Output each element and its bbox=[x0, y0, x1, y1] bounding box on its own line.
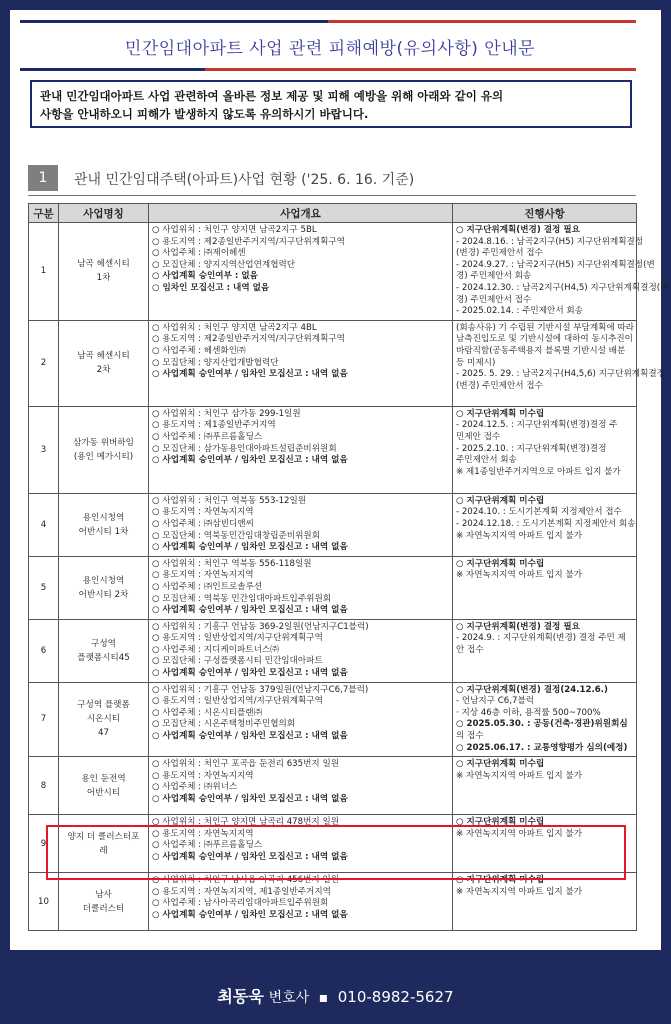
progress-line: - 2025. 5. 29. : 남곡2지구(H4,5,6) 지구단위계획결정 bbox=[456, 369, 665, 380]
highlight-box-row-9 bbox=[46, 825, 626, 880]
project-overview bbox=[149, 406, 453, 493]
overview-line: ○ 사업계획 승인여부 / 임차인 모집신고 : 내역 없음 bbox=[152, 605, 348, 616]
row-number: 1 bbox=[29, 223, 59, 321]
progress-line: ※ 자연녹지지역 아파트 입지 불가 bbox=[456, 530, 583, 541]
overview-line: ○ 용도지역 : 제2종일반주거지역/지구단위계획구역 bbox=[152, 236, 345, 247]
project-overview bbox=[149, 873, 453, 931]
project-progress bbox=[453, 556, 637, 619]
overview-line: ○ 사업계획 승인여부 / 임차인 모집신고 : 내역 없음 bbox=[152, 794, 348, 804]
overview-line: ○ 사업주체 : ㈜제이헤센 bbox=[152, 248, 246, 259]
footer bbox=[0, 984, 671, 1007]
progress-line: 주민제안서 회송 bbox=[456, 455, 517, 466]
table-row bbox=[29, 873, 637, 931]
progress-line: 안 접수 bbox=[456, 644, 484, 655]
overview-line: ○ 사업위치 : 처인구 역북동 553-12일원 bbox=[152, 495, 307, 506]
overview-line: ○ 사업계획 승인여부 / 임차인 모집신고 : 내역 없음 bbox=[152, 668, 348, 679]
row-number: 6 bbox=[29, 619, 59, 682]
project-progress bbox=[453, 757, 637, 815]
overview-line: ○ 용도지역 : 일반상업지역/지구단위계획구역 bbox=[152, 633, 323, 644]
project-overview bbox=[149, 223, 453, 321]
overview-line: ○ 사업계획 승인여부 / 임차인 모집신고 : 내역 없음 bbox=[152, 369, 348, 380]
project-progress bbox=[453, 223, 669, 321]
progress-line: 민제안 접수 bbox=[456, 431, 501, 442]
progress-line: 남측진입도로 및 기반시설에 대하여 동시추진이 bbox=[456, 334, 633, 345]
overview-line: ○ 사업계획 승인여부 / 임차인 모집신고 : 내역 없음 bbox=[152, 542, 348, 553]
overview-line: ○ 사업주체 : ㈜삼빈디앤씨 bbox=[152, 518, 254, 529]
project-name-line: 구성역 플랫폼 bbox=[77, 700, 130, 711]
overview-line: ○ 사업계획 승인여부 / 임차인 모집신고 : 내역 없음 bbox=[152, 455, 348, 466]
overview-line: ○ 임차인 모집신고 : 내역 없음 bbox=[152, 282, 270, 293]
progress-line: · 지상 46층 이하, 용적률 500~700% bbox=[456, 707, 601, 718]
progress-line: ○ 지구단위계획 미수립 bbox=[456, 558, 545, 569]
overview-line: ○ 용도지역 : 자연녹지지역, 제1종일반주거지역 bbox=[152, 886, 331, 897]
title-top-rule bbox=[20, 20, 636, 24]
section-title: 관내 민간임대주택(아파트)사업 현황 ('25. 6. 16. 기준) bbox=[74, 172, 415, 188]
progress-line: ○ 2025.06.17. : 교통영향평가 심의(예정) bbox=[456, 742, 628, 753]
progress-line: ○ 지구단위계획(변경) 결정 필요 bbox=[456, 621, 580, 632]
project-name-line: 어반시티 2차 bbox=[78, 589, 129, 600]
progress-line: - 2024.8.16. : 남곡2지구(H5) 지구단위계획결정 bbox=[456, 236, 644, 247]
project-name bbox=[59, 320, 149, 406]
footer-role: 변호사 bbox=[268, 990, 310, 1006]
progress-line: - 2025.02.14. : 주민제안서 회송 bbox=[456, 306, 583, 317]
section-header bbox=[28, 163, 636, 196]
project-name-line: 어반시티 1차 bbox=[78, 526, 129, 537]
overview-line: ○ 사업주체 : 지디케이파트너스㈜ bbox=[152, 644, 279, 655]
overview-line: ○ 사업위치 : 처인구 남사읍 아곡리 456번지 일원 bbox=[152, 875, 340, 886]
overview-line: ○ 사업계획 승인여부 / 임차인 모집신고 : 내역 없음 bbox=[152, 852, 348, 862]
project-name-line: 레 bbox=[99, 845, 108, 856]
overview-line: ○ 모집단체 : 구성플랫폼시티 민간임대아파트 bbox=[152, 656, 323, 667]
row-number: 4 bbox=[29, 493, 59, 556]
overview-line: ○ 모집단체 : 양지산업개발협력단 bbox=[152, 357, 279, 368]
table-row bbox=[29, 757, 637, 815]
progress-line: - 2024.12.18. : 도시기본계획 지정제안서 회송 bbox=[456, 518, 636, 529]
progress-line: (변경) 주민제안서 접수 bbox=[456, 380, 543, 391]
overview-line: ○ 모집단체 : 양지지역산업연계협력단 bbox=[152, 259, 296, 270]
project-name-line: 47 bbox=[98, 728, 109, 739]
row-number: 9 bbox=[29, 815, 59, 873]
overview-line: ○ 용도지역 : 자연녹지지역 bbox=[152, 570, 254, 581]
overview-line: ○ 사업위치 : 기흥구 언남동 369-2일원(언남지구C1블럭) bbox=[152, 621, 369, 632]
project-name bbox=[59, 619, 149, 682]
project-overview bbox=[149, 493, 453, 556]
project-progress bbox=[453, 682, 637, 757]
project-name-line: 용인 둔전역 bbox=[81, 773, 126, 784]
page-title: 민간임대아파트 사업 관련 피해예방(유의사항) 안내문 bbox=[124, 39, 536, 59]
overview-line: ○ 사업주체 : ㈜인트로솔루션 bbox=[152, 581, 263, 592]
project-name-line: 남곡 헤센시티 bbox=[77, 351, 130, 362]
overview-line: ○ 용도지역 : 제1종일반주거지역 bbox=[152, 420, 276, 431]
overview-line: ○ 용도지역 : 자연녹지지역 bbox=[152, 770, 254, 781]
overview-line: ○ 사업주체 : ㈜푸르름홀딩스 bbox=[152, 431, 263, 442]
project-name-line: 시온시티 bbox=[86, 714, 121, 725]
project-progress bbox=[453, 493, 637, 556]
project-progress bbox=[453, 873, 637, 931]
table-row bbox=[29, 556, 637, 619]
progress-line: 경) 주민제안서 회송 bbox=[456, 271, 532, 282]
overview-line: ○ 모집단체 : 시온주택청비주민협의회 bbox=[152, 719, 296, 730]
project-overview bbox=[149, 556, 453, 619]
project-name bbox=[59, 757, 149, 815]
progress-line: - 언남지구 C6,7블럭 bbox=[456, 696, 535, 707]
progress-line: ○ 지구단위계획 미수립 bbox=[456, 875, 545, 886]
project-name bbox=[59, 406, 149, 493]
header-progress: 진행사항 bbox=[453, 204, 637, 223]
overview-line: ○ 사업계획 승인여부 / 임차인 모집신고 : 내역 없음 bbox=[152, 910, 348, 920]
project-name-line: 삼가동 위버하임 bbox=[73, 437, 134, 448]
progress-line: 의 접수 bbox=[456, 731, 484, 742]
notice-line-2: 사항을 안내하오니 피해가 발생하지 않도록 유의하시기 바랍니다. bbox=[40, 107, 369, 121]
overview-line: ○ 사업주체 : 헤센화인㈜ bbox=[152, 345, 246, 356]
footer-name: 최동욱 bbox=[217, 987, 264, 1006]
project-name-line: 용인시청역 bbox=[82, 512, 125, 523]
project-progress bbox=[453, 619, 637, 682]
overview-line: ○ 사업위치 : 처인구 포곡읍 둔전리 635번지 일원 bbox=[152, 759, 340, 770]
project-table bbox=[28, 203, 669, 931]
row-number: 2 bbox=[29, 320, 59, 406]
project-name-line: 더클러스터 bbox=[82, 903, 125, 914]
progress-line: - 2024.12.5. : 지구단위계획(변경)결정 주 bbox=[456, 420, 618, 431]
project-progress bbox=[453, 320, 665, 406]
overview-line: ○ 사업위치 : 처인구 삼가동 299-1일원 bbox=[152, 408, 301, 419]
project-name bbox=[59, 223, 149, 321]
table-row bbox=[29, 223, 637, 321]
project-name-line: 구성역 bbox=[91, 638, 116, 649]
footer-separator: ▪ bbox=[318, 990, 329, 1006]
project-overview bbox=[149, 682, 453, 757]
overview-line: ○ 사업위치 : 처인구 양지면 남곡리 478번지 일원 bbox=[152, 817, 340, 828]
overview-line: ○ 사업위치 : 처인구 역북동 556-118일원 bbox=[152, 558, 312, 569]
row-number: 5 bbox=[29, 556, 59, 619]
progress-line: ○ 지구단위계획 미수립 bbox=[456, 817, 545, 828]
project-progress bbox=[453, 406, 637, 493]
progress-line: (변경) 주민제안서 접수 bbox=[456, 248, 543, 259]
overview-line: ○ 사업위치 : 처인구 양지면 남곡2지구 4BL bbox=[152, 322, 317, 333]
progress-line: ○ 지구단위계획 미수립 bbox=[456, 408, 545, 419]
overview-line: ○ 사업주체 : 시온시티플랜㈜ bbox=[152, 707, 263, 718]
row-number: 8 bbox=[29, 757, 59, 815]
row-number: 7 bbox=[29, 682, 59, 757]
progress-line: ※ 자연녹지지역 아파트 입지 불가 bbox=[456, 570, 583, 581]
row-number: 10 bbox=[29, 873, 59, 931]
overview-line: ○ 사업위치 : 기흥구 언남동 379일원(언남지구C6,7블럭) bbox=[152, 684, 369, 695]
project-overview bbox=[149, 619, 453, 682]
project-name-line: 남사 bbox=[95, 889, 112, 900]
progress-line: (회송사유) 기 수립된 기반시설 부담계획에 따라 bbox=[456, 322, 635, 333]
table-row bbox=[29, 493, 637, 556]
progress-line: ※ 자연녹지지역 아파트 입지 불가 bbox=[456, 770, 583, 781]
table-row bbox=[29, 619, 637, 682]
progress-line: - 2024.9. : 지구단위계획(변경) 결정 주민 제 bbox=[456, 633, 626, 644]
table-row bbox=[29, 682, 637, 757]
progress-line: - 2024.9.27. : 남곡2지구(H5) 지구단위계획결정(변 bbox=[456, 259, 655, 270]
overview-line: ○ 사업계획 승인여부 / 임차인 모집신고 : 내역 없음 bbox=[152, 731, 348, 742]
project-name bbox=[59, 556, 149, 619]
overview-line: ○ 모집단체 : 역북동 민간임대아파트입주위원회 bbox=[152, 593, 332, 604]
table-row bbox=[29, 406, 637, 493]
project-name bbox=[59, 682, 149, 757]
overview-line: ○ 사업계획 승인여부 : 없음 bbox=[152, 271, 258, 282]
progress-line: ○ 2025.05.30. : 공동(건축·경관)위원회심 bbox=[456, 719, 628, 730]
overview-line: ○ 사업위치 : 처인구 양지면 남곡2지구 5BL bbox=[152, 225, 317, 235]
overview-line: ○ 모집단체 : 역북동민간임대창립준비위원회 bbox=[152, 530, 321, 541]
project-name bbox=[59, 873, 149, 931]
overview-line: ○ 용도지역 : 제2종일반주거지역/지구단위계획구역 bbox=[152, 334, 345, 345]
project-name-line: (용인 메가시티) bbox=[73, 451, 134, 462]
project-name-line: 어반시티 bbox=[86, 787, 121, 798]
progress-line: ※ 제1종일반주거지역으로 아파트 입지 불가 bbox=[456, 466, 621, 477]
footer-phone: 010-8982-5627 bbox=[337, 988, 454, 1006]
progress-line: 바람직함(공동주택용지 블록별 기반시설 배분 bbox=[456, 345, 626, 356]
notice-line-1: 관내 민간임대아파트 사업 관련하여 올바른 정보 제공 및 피해 예방을 위해 아래와 같이 유의 bbox=[40, 89, 504, 103]
overview-line: ○ 사업주체 : 남사아곡리임대아파트입주위원회 bbox=[152, 898, 329, 909]
project-name-line: 1차 bbox=[96, 273, 111, 284]
project-name bbox=[59, 493, 149, 556]
progress-line: ○ 지구단위계획(변경) 결정(24.12.6.) bbox=[456, 684, 608, 695]
project-name-line: 2차 bbox=[96, 365, 111, 376]
row-number: 3 bbox=[29, 406, 59, 493]
overview-line: ○ 용도지역 : 일반상업지역/지구단위계획구역 bbox=[152, 696, 323, 707]
progress-line: 등 미제시) bbox=[456, 357, 496, 368]
project-name-line: 남곡 헤센시티 bbox=[77, 259, 130, 270]
header-overview: 사업개요 bbox=[149, 204, 453, 223]
progress-line: - 2025.2.10. : 지구단위계획(변경)결정 bbox=[456, 443, 607, 454]
project-overview bbox=[149, 757, 453, 815]
progress-line: - 2024.12.30. : 남곡2지구(H4,5) 지구단위계획결정(변 bbox=[456, 282, 669, 293]
progress-line: ※ 자연녹지지역 아파트 입지 불가 bbox=[456, 886, 583, 897]
progress-line: 경) 주민제안서 접수 bbox=[456, 294, 532, 305]
progress-line: ○ 지구단위계획 미수립 bbox=[456, 759, 545, 770]
overview-line: ○ 용도지역 : 자연녹지지역 bbox=[152, 828, 254, 839]
table-header-row bbox=[29, 204, 637, 223]
header-project-name: 사업명칭 bbox=[59, 204, 149, 223]
project-name-line: 양지 더 클러스터포 bbox=[67, 831, 140, 842]
project-name-line: 용인시청역 bbox=[82, 575, 125, 586]
notice-box bbox=[30, 80, 632, 128]
project-overview bbox=[149, 320, 453, 406]
section-number: 1 bbox=[28, 165, 58, 191]
progress-line: ○ 지구단위계획 미수립 bbox=[456, 495, 545, 506]
progress-line: ※ 자연녹지지역 아파트 입지 불가 bbox=[456, 828, 583, 839]
progress-line: - 2024.10. : 도시기본계획 지정제안서 접수 bbox=[456, 507, 622, 518]
overview-line: ○ 사업주체 : ㈜푸르름홀딩스 bbox=[152, 840, 263, 851]
title-bottom-rule bbox=[20, 68, 636, 71]
overview-line: ○ 용도지역 : 자연녹지지역 bbox=[152, 507, 254, 518]
table-row bbox=[29, 320, 637, 406]
overview-line: ○ 모집단체 : 삼가동용인대아파트설립준비위원회 bbox=[152, 443, 337, 454]
progress-line: ○ 지구단위계획(변경) 결정 필요 bbox=[456, 225, 580, 235]
overview-line: ○ 사업주체 : ㈜위너스 bbox=[152, 782, 238, 793]
header-category: 구분 bbox=[29, 204, 59, 223]
project-name-line: 플랫폼시티45 bbox=[77, 652, 130, 663]
